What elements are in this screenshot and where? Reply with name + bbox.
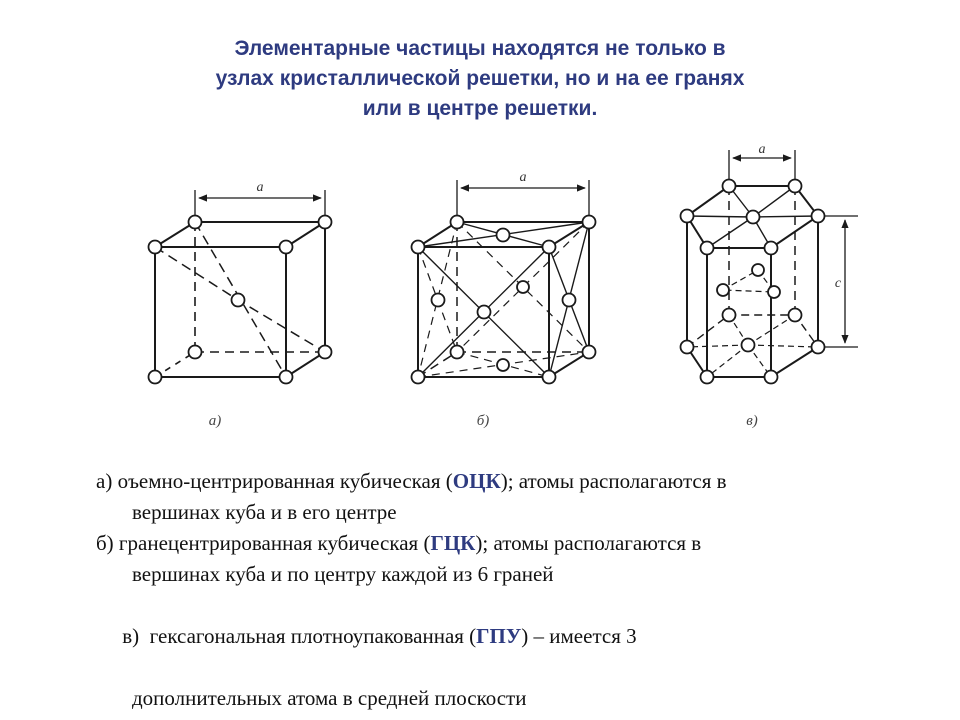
description-hcp-continued: дополнительных атома в средней плоскости bbox=[132, 686, 527, 710]
figure-c-dimension-a-label: a bbox=[758, 142, 766, 157]
description-fcc-continued: вершинах куба и по центру каждой из 6 граней bbox=[132, 562, 554, 586]
figure-c-caption: в) bbox=[746, 413, 758, 429]
description-fcc-text-end: ); атомы располагаются в bbox=[475, 531, 702, 555]
figure-a-dimension-label: a bbox=[256, 180, 264, 195]
bcc-atoms bbox=[149, 216, 332, 384]
figure-a-caption: а) bbox=[208, 413, 222, 429]
description-hcp-text: в) гексагональная плотноупакованная ( bbox=[117, 624, 477, 648]
description-bcc-continued: вершинах куба и в его центре bbox=[132, 500, 397, 524]
hcp-middle-atom bbox=[768, 286, 780, 298]
bcc-lattice-figure bbox=[149, 190, 332, 384]
figure-c-dimension-c-label: c bbox=[834, 276, 842, 291]
bcc-center-atom bbox=[232, 294, 245, 307]
title-line-2: узлах кристаллической решетки, но и на ее гранях bbox=[215, 67, 745, 90]
figure-b-dimension-label: a bbox=[519, 170, 527, 185]
hcp-atoms bbox=[681, 180, 825, 384]
abbr-fcc: ГЦК bbox=[430, 531, 476, 555]
hcp-middle-atom bbox=[752, 264, 764, 276]
abbr-bcc: ОЦК bbox=[452, 469, 501, 493]
figure-b-caption: б) bbox=[476, 413, 490, 429]
title-line-1: Элементарные частицы находятся не только в bbox=[234, 37, 726, 60]
fcc-lattice-figure bbox=[412, 180, 596, 384]
abbr-hcp: ГПУ bbox=[476, 624, 522, 648]
hcp-lattice-figure bbox=[681, 150, 859, 384]
description-bcc bbox=[96, 466, 926, 497]
description-hcp-text-end: ) – имеется 3 bbox=[521, 624, 637, 648]
description-hcp bbox=[96, 590, 926, 683]
fcc-atoms bbox=[412, 216, 596, 384]
title-line-3: или в центре решетки. bbox=[362, 97, 598, 120]
description-fcc bbox=[96, 528, 926, 559]
hcp-middle-atom bbox=[717, 284, 729, 296]
description-fcc-text: б) гранецентрированная кубическая ( bbox=[96, 531, 431, 555]
lattice-descriptions bbox=[96, 466, 926, 714]
description-bcc-text: а) оъемно-центрированная кубическая ( bbox=[96, 469, 453, 493]
description-bcc-text-end: ); атомы располагаются в bbox=[500, 469, 727, 493]
